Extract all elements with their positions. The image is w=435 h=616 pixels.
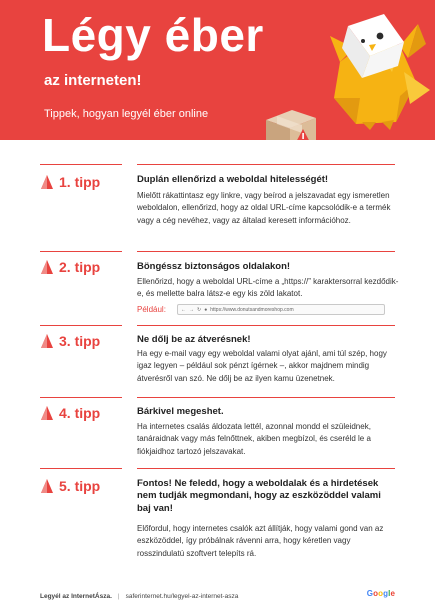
tip-divider (137, 251, 395, 252)
tip-divider (40, 251, 122, 252)
footer-brand: Legyél az InternetÁsza. (40, 592, 112, 600)
tip-number: 4. tipp (59, 405, 101, 421)
tip-divider (137, 468, 395, 469)
tip-title: Ne dőlj be az átverésnek! (137, 334, 251, 345)
header-banner (0, 0, 435, 140)
page-tagline: Tippek, hogyan legyél éber online (44, 108, 209, 120)
forward-arrow-icon: → (189, 306, 194, 313)
tip-label (40, 259, 100, 275)
browser-address-bar (177, 304, 385, 315)
cone-icon (40, 333, 54, 349)
tip-body: Mielőtt rákattintasz egy linkre, vagy beírod a jelszavadat egy ismeretlen weboldalon, ellenőrizd, hogy az oldal URL-címe kapcsolódik-e a termék vagy a cég nevéhez, vagy az általad keresett információhoz. (137, 191, 391, 225)
tip-number: 1. tipp (59, 174, 101, 190)
tip-1 (40, 164, 394, 244)
tip-number: 3. tipp (59, 333, 101, 349)
tip-title: Böngéssz biztonságos oldalakon! (137, 261, 291, 272)
tip-2 (40, 251, 399, 321)
tip-label (40, 478, 100, 494)
tip-5 (40, 468, 394, 578)
cone-icon (40, 259, 54, 275)
cone-icon (40, 174, 54, 190)
tip-3 (40, 325, 394, 393)
tip-label (40, 333, 100, 349)
example-label: Például: (137, 305, 166, 314)
warning-box-icon (260, 104, 322, 140)
tip-body: Ha egy e-mail vagy egy weboldal valami olyat ajánl, ami túl szép, hogy igaz legyen – például sok pénzt ígérnek –, akkor majdnem mindig átverésről van szó. Ne dőlj be az ilyen kamu üzenetnek. (137, 349, 387, 383)
tip-body: Ellenőrizd, hogy a weboldal URL-címe a „https://” karaktersorral kezdődik-e, és mellette balra látsz-e egy kis zöld lakatot. (137, 277, 399, 299)
cone-icon (40, 405, 54, 421)
tip-divider (137, 397, 395, 398)
tip-label (40, 174, 100, 190)
back-arrow-icon: ← (181, 306, 186, 313)
google-logo: Google (366, 589, 395, 598)
tip-number: 5. tipp (59, 478, 101, 494)
footer-separator: | (117, 592, 120, 600)
lock-icon: ● (204, 306, 208, 313)
tip-divider (137, 164, 395, 165)
reload-icon: ↻ (197, 306, 202, 313)
tip-divider (40, 468, 122, 469)
tip-title: Duplán ellenőrizd a weboldal hitelességét! (137, 174, 329, 185)
tip-label (40, 405, 100, 421)
cone-icon (40, 478, 54, 494)
example-row (137, 304, 385, 315)
footer-url[interactable]: saferinternet.hu/legyel-az-internet-asza (125, 592, 239, 600)
page-title: Légy éber (42, 9, 264, 61)
tip-number: 2. tipp (59, 259, 101, 275)
tip-divider (137, 325, 395, 326)
tip-4 (40, 397, 394, 465)
page-subtitle: az interneten! (44, 72, 142, 89)
tip-divider (40, 164, 122, 165)
tip-title: Fontos! Ne feledd, hogy a weboldalak és a hirdetések nem tudják megmondani, hogy az eszközöddel valami baj van! (137, 478, 381, 514)
tip-divider (40, 397, 122, 398)
browser-url: https://www.donutsandmoreshop.com (210, 306, 294, 313)
tip-title: Bárkivel megeshet. (137, 406, 224, 417)
tip-body: Ha internetes csalás áldozata lettél, azonnal mondd el szüleidnek, tanáraidnak vagy más felnőttnek, akiben megbízol, és cseréld le a fiókjaidhoz tartozó jelszavakat. (137, 422, 371, 456)
tip-body: Előfordul, hogy internetes csalók azt állítják, hogy valami gond van az eszközöddel, így próbálnak rávenni arra, hogy kéretlen vagy rosszindulatú szoftvert telepíts rá. (137, 524, 384, 558)
footer (40, 589, 395, 603)
tip-divider (40, 325, 122, 326)
